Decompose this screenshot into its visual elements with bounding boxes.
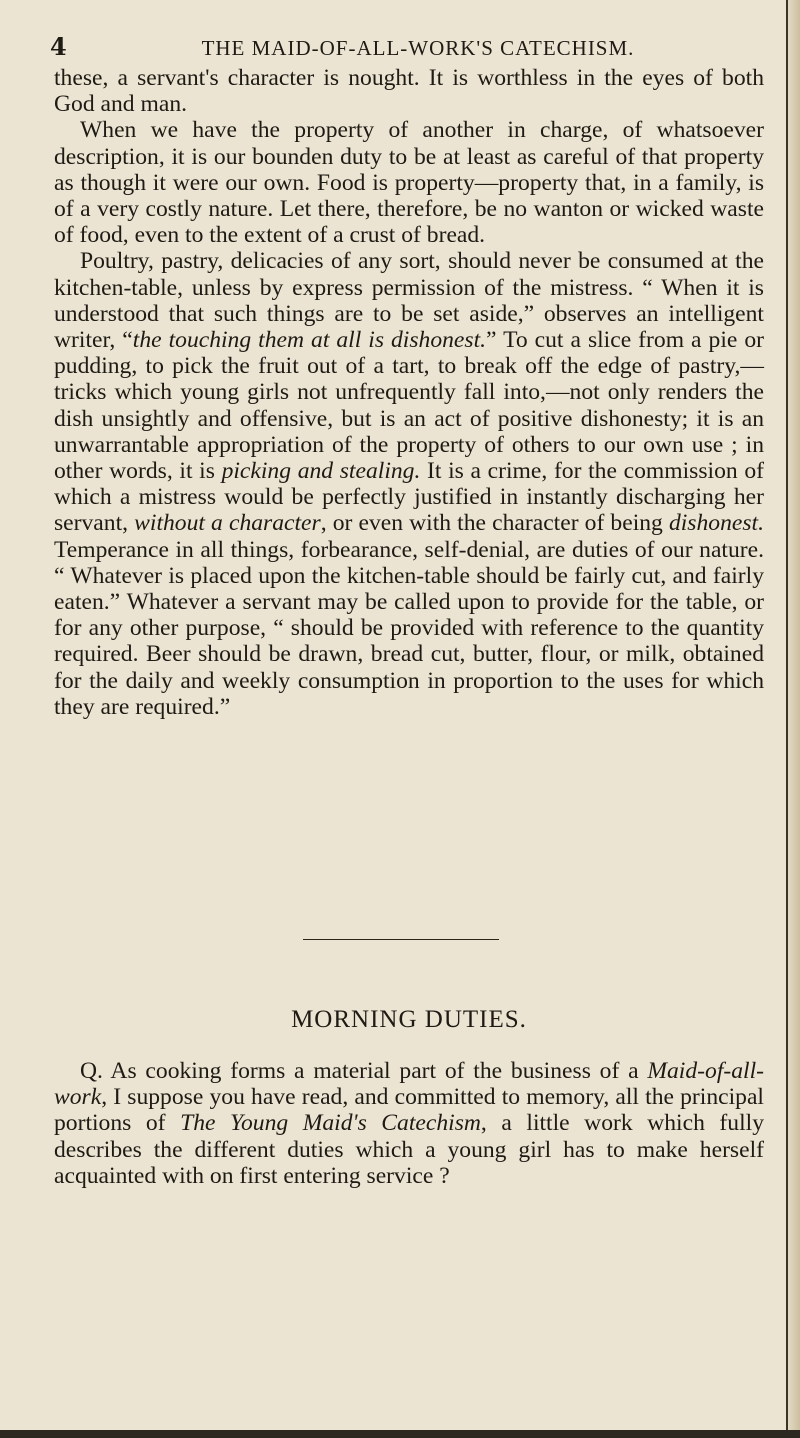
text-run: ” To cut a slice from a pie or pudding, to pick the fruit out of a tart, to break off the edge of pastry,—tricks which young girls not unfrequently fall into,—not only renders the dish unsightly and offensive, but is an act of positive dishonesty; it is an unwarrantable appropriation of the property of others to our own use ; in other words, it is [54, 327, 764, 485]
text-run: , or even with the character of being [320, 510, 669, 537]
page-number: 4 [50, 32, 67, 61]
page-edge-right [786, 0, 800, 1438]
paragraph-poultry-pastry [54, 248, 764, 720]
paragraph-property: When we have the property of another in charge, of whatsoever description, it is our bounden duty to be at least as careful of that property as though it were our own. Food is property—property that, in a family, is of a very costly nature. Let there, therefore, be no wanton or wicked waste of food, even to the extent of a crust of bread. [54, 117, 764, 249]
text-run: Q. As cooking forms a material part of the business of a [80, 1058, 648, 1084]
italic-phrase: dishonest. [668, 510, 764, 537]
running-title: THE MAID-OF-ALL-WORK'S CATECHISM. [201, 36, 635, 60]
section-heading: MORNING DUTIES. [291, 1006, 527, 1033]
paragraph-continuation: these, a servant's character is nought. It is worthless in the eyes of both God and man. [54, 65, 764, 118]
text-run: Poultry, pastry, delicacies of any sort, should never be consumed at the kitchen-table, unless by express permission of the mistress. “ When it is understood that such things are to be set aside,” observes an intelligent writer, “ [54, 248, 764, 354]
text-run: Temperance in all things, forbearance, self-denial, are duties of our nature. “ Whatever is placed upon the kitchen-table should be fairly cut, and fairly eaten.” Whatever a servant may be called upon to provide for the table, or for any other purpose, “ should be provided with reference to the quantity required. Beer should be drawn, bread cut, butter, flour, or milk, obtained for the daily and weekly consumption in proportion to the uses for which they are required.” [54, 536, 764, 720]
italic-quote: the touching them at all is dishonest. [132, 327, 487, 354]
italic-title: The Young Maid's Catechism [180, 1110, 481, 1137]
italic-phrase: without a character [134, 510, 321, 537]
italic-title: Maid-of-all-work [54, 1058, 764, 1111]
text-run: , a little work which fully describes the different duties which a young girl has to make herself acquainted with on first entering service ? [54, 1110, 764, 1189]
text-run: , I suppose you have read, and committed to memory, all the principal portions of [54, 1084, 764, 1137]
text-run: It is a crime, for the commission of which a mistress would be perfectly justified in instantly discharging her servant, [54, 458, 764, 537]
question-paragraph [54, 1058, 764, 1189]
section-divider [303, 939, 499, 940]
page-edge-bottom [0, 1430, 800, 1438]
question-text [54, 1058, 764, 1189]
body-text [54, 65, 764, 720]
italic-phrase: picking and stealing. [221, 458, 421, 485]
